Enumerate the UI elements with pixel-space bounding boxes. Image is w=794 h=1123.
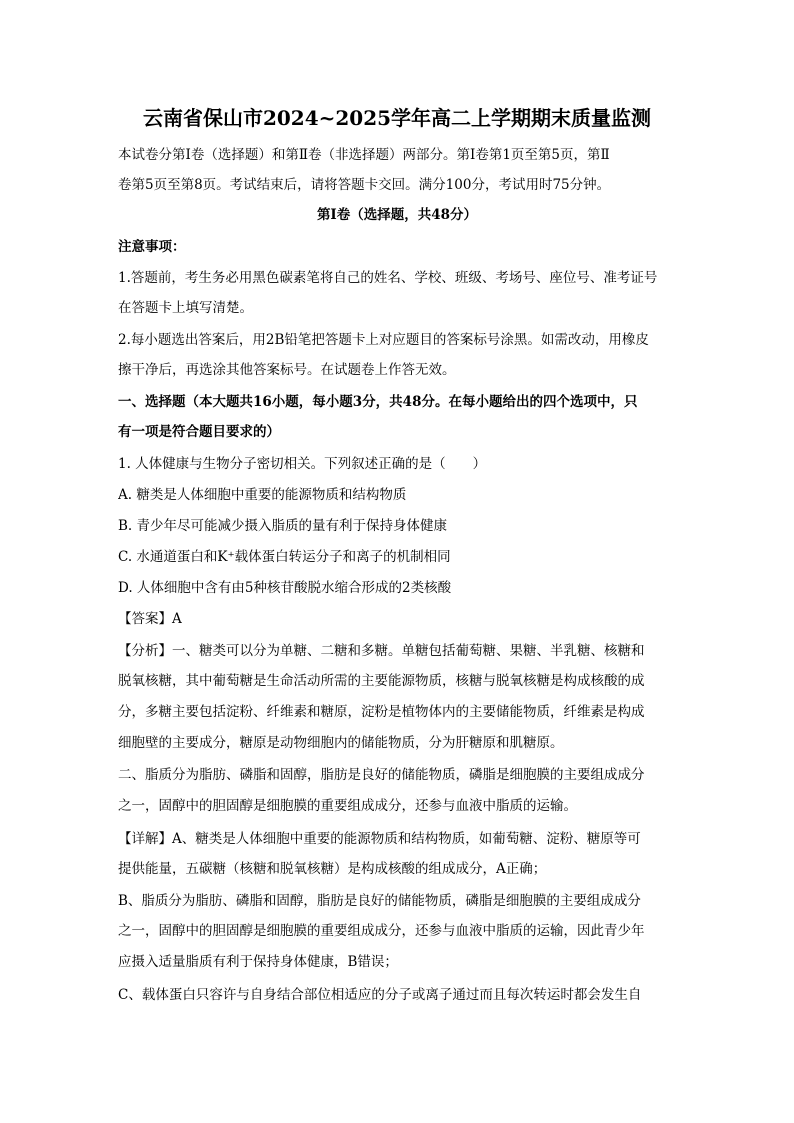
detail-line-4: 之一，固醇中的胆固醇是细胞膜的重要组成成分，还参与血液中脂质的运输，因此青少年: [118, 923, 645, 939]
question-stem: 1. 人体健康与生物分子密切相关。下列叙述正确的是（ ）: [118, 456, 487, 472]
detail-line-3: B、脂质分为脂肪、磷脂和固醇，脂肪是良好的储能物质，磷脂是细胞膜的主要组成成分: [118, 893, 641, 909]
part-heading-line-2: 有一项是符合题目要求的）: [118, 424, 280, 440]
analysis-line-1: 【分析】一、糖类可以分为单糖、二糖和多糖。单糖包括葡萄糖、果糖、半乳糖、核糖和: [118, 643, 645, 659]
intro-line-2: 卷第5页至第8页。考试结束后，请将答题卡交回。满分100分，考试用时75分钟。: [118, 177, 611, 193]
analysis-line-5: 二、脂质分为脂肪、磷脂和固醇，脂肪是良好的储能物质，磷脂是细胞膜的主要组成成分: [118, 767, 645, 783]
intro-line-1: 本试卷分第Ⅰ卷（选择题）和第Ⅱ卷（非选择题）两部分。第Ⅰ卷第1页至第5页，第Ⅱ: [118, 147, 610, 163]
option-c: C. 水通道蛋白和K⁺载体蛋白转运分子和离子的机制相同: [118, 549, 451, 565]
notice-heading: 注意事项：: [118, 239, 186, 255]
analysis-line-3: 分，多糖主要包括淀粉、纤维素和糖原，淀粉是植物体内的主要储能物质，纤维素是构成: [118, 704, 645, 720]
detail-line-1: 【详解】A、糖类是人体细胞中重要的能源物质和结构物质，如葡萄糖、淀粉、糖原等可: [118, 831, 641, 847]
analysis-line-4: 细胞壁的主要成分，糖原是动物细胞内的储能物质，分为肝糖原和肌糖原。: [118, 735, 564, 751]
detail-line-5: 应摄入适量脂质有利于保持身体健康，B错误；: [118, 954, 398, 970]
answer-line: 【答案】A: [118, 611, 182, 627]
notice-line-1: 1.答题前，考生务必用黑色碳素笔将自己的姓名、学校、班级、考场号、座位号、准考证号: [118, 270, 658, 286]
part-heading-line-1: 一、选择题（本大题共16小题，每小题3分，共48分。在每小题给出的四个选项中，只: [118, 394, 638, 410]
detail-line-2: 提供能量，五碳糖（核糖和脱氧核糖）是构成核酸的组成成分，A正确；: [118, 861, 547, 877]
section-heading: 第Ⅰ卷（选择题，共48分）: [316, 207, 478, 223]
detail-line-6: C、载体蛋白只容许与自身结合部位相适应的分子或离子通过而且每次转运时都会发生自: [118, 987, 642, 1003]
analysis-line-2: 脱氧核糖，其中葡萄糖是生命活动所需的主要能源物质，核糖与脱氧核糖是构成核酸的成: [118, 673, 645, 689]
notice-line-4: 擦干净后，再选涂其他答案标号。在试题卷上作答无效。: [118, 362, 456, 378]
option-b: B. 青少年尽可能减少摄入脂质的量有利于保持身体健康: [118, 518, 448, 534]
analysis-line-6: 之一，固醇中的胆固醇是细胞膜的重要组成成分，还参与血液中脂质的运输。: [118, 798, 577, 814]
option-d: D. 人体细胞中含有由5种核苷酸脱水缩合形成的2类核酸: [118, 580, 452, 596]
option-a: A. 糖类是人体细胞中重要的能源物质和结构物质: [118, 487, 407, 503]
page-title: 云南省保山市2024~2025学年高二上学期期末质量监测: [142, 106, 652, 130]
notice-line-3: 2.每小题选出答案后，用2B铅笔把答题卡上对应题目的答案标号涂黑。如需改动，用橡皮: [118, 332, 649, 348]
notice-line-2: 在答题卡上填写清楚。: [118, 300, 253, 316]
